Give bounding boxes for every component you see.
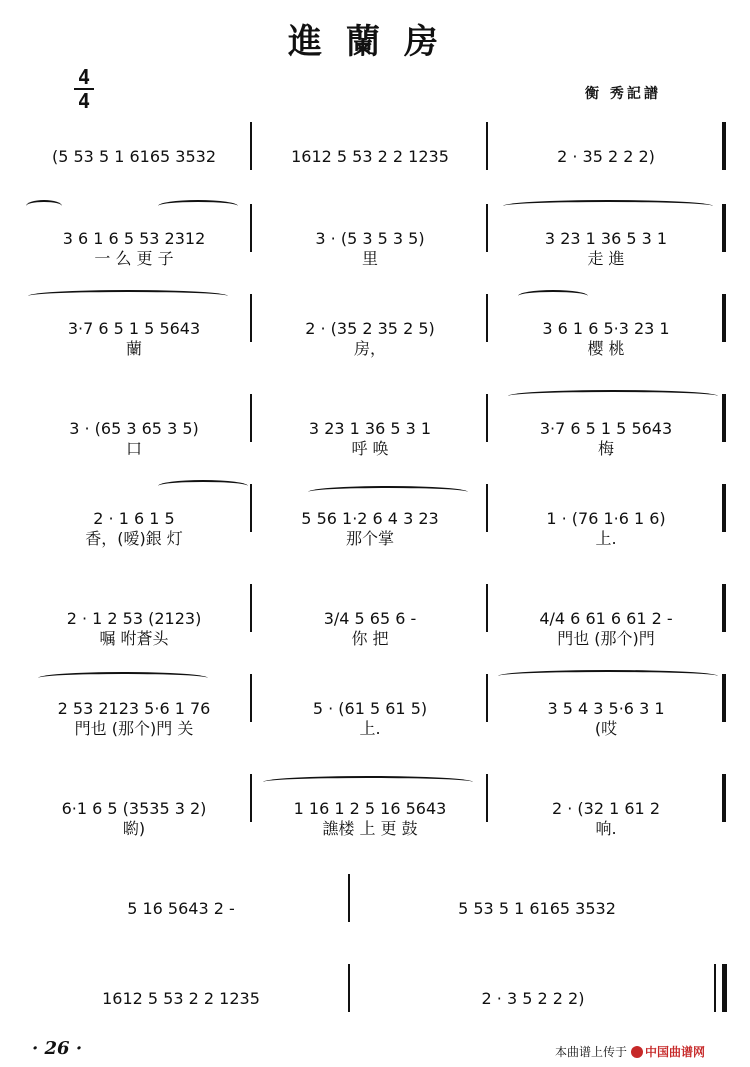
measure: 2 · 35 2 2 2) bbox=[557, 147, 655, 166]
measure: 3 23 1 36 5 3 1 bbox=[308, 419, 432, 438]
measure: 2 · 1 6 1 5 bbox=[93, 509, 175, 528]
lyric-segment: 那个掌 bbox=[345, 528, 394, 548]
barline bbox=[250, 122, 252, 170]
final-barline-thick bbox=[722, 964, 727, 1012]
measure: 2 · 3 5 2 2 2) bbox=[481, 989, 585, 1008]
lyric-segment: 一 么 更 子 bbox=[94, 248, 174, 268]
lyric-segment: 門也 (那个)門 关 bbox=[74, 718, 194, 738]
lyric-segment: 上. bbox=[595, 528, 617, 548]
measure: 2 · 1 2 53 (2123) bbox=[66, 609, 202, 628]
measure: 1612 5 53 2 2 1235 bbox=[291, 147, 449, 166]
lyric-segment: 香，(嗳)銀 灯 bbox=[85, 528, 183, 548]
measure: 4/4 6 61 6 61 2 - bbox=[539, 609, 673, 628]
lyric-segment: 蘭 bbox=[125, 338, 142, 358]
lyric-segment: 喲) bbox=[122, 818, 146, 838]
measure: 1 16 1 2 5 16 5643 bbox=[293, 799, 447, 818]
site-logo-icon bbox=[631, 1046, 643, 1058]
lyric-segment: 房， bbox=[353, 338, 386, 358]
song-title: 進蘭房 bbox=[288, 22, 462, 62]
barline bbox=[348, 874, 350, 922]
lyric-segment: 里 bbox=[361, 248, 378, 268]
lyric-segment: 嘱 咐蒼头 bbox=[99, 628, 169, 648]
time-signature-bottom: 4 bbox=[77, 89, 91, 113]
measure: 1 · (76 1·6 1 6) bbox=[546, 509, 666, 528]
lyric-segment: 門也 (那个)門 bbox=[557, 628, 655, 648]
lyric-segment: 上. bbox=[359, 718, 381, 738]
barline bbox=[348, 964, 350, 1012]
lyric-segment: 呼 唤 bbox=[351, 438, 389, 458]
time-signature-top: 4 bbox=[77, 65, 91, 89]
measure: 3 23 1 36 5 3 1 bbox=[544, 229, 668, 248]
final-barline-thin bbox=[714, 964, 716, 1012]
footer-text: 本曲谱上传于 bbox=[555, 1045, 628, 1059]
lyric-segment: 梅 bbox=[597, 438, 614, 458]
measure: 3 6 1 6 5·3 23 1 bbox=[542, 319, 670, 338]
measure: 3 · (65 3 65 3 5) bbox=[69, 419, 199, 438]
lyric-segment: 你 把 bbox=[351, 628, 389, 648]
measure: 2 53 2123 5·6 1 76 bbox=[57, 699, 211, 718]
lyric-segment: 譙楼 上 更 鼓 bbox=[322, 818, 418, 838]
time-signature bbox=[72, 65, 96, 113]
measure: 3 · (5 3 5 3 5) bbox=[315, 229, 425, 248]
transcriber-credit: 衡 秀記譜 bbox=[585, 86, 661, 102]
page-number: · 26 · bbox=[32, 1038, 83, 1059]
measure: 1612 5 53 2 2 1235 bbox=[102, 989, 260, 1008]
measure: 3·7 6 5 1 5 5643 bbox=[67, 319, 201, 338]
measure: 5 16 5643 2 - bbox=[127, 899, 235, 918]
barline bbox=[722, 122, 726, 170]
measure: 5 53 5 1 6165 3532 bbox=[458, 899, 616, 918]
barline bbox=[486, 122, 488, 170]
lyric-segment: 口 bbox=[125, 438, 142, 458]
lyric-segment: 走 進 bbox=[587, 248, 625, 268]
measure: 3/4 5 65 6 - bbox=[323, 609, 417, 628]
lyric-segment: (哎 bbox=[594, 718, 618, 738]
measure: 5 · (61 5 61 5) bbox=[312, 699, 428, 718]
measure: 3 5 4 3 5·6 3 1 bbox=[547, 699, 665, 718]
measure: 2 · (32 1 61 2 bbox=[551, 799, 660, 818]
measure: 3·7 6 5 1 5 5643 bbox=[539, 419, 673, 438]
measure: 5 56 1·2 6 4 3 23 bbox=[301, 509, 439, 528]
measure: (5 53 5 1 6165 3532 bbox=[51, 147, 216, 166]
lyric-segment: 响. bbox=[595, 818, 617, 838]
footer-watermark bbox=[555, 1043, 705, 1060]
measure: 2 · (35 2 35 2 5) bbox=[305, 319, 435, 338]
footer-brand: 中国曲谱网 bbox=[645, 1045, 706, 1059]
measure: 6·1 6 5 (3535 3 2) bbox=[61, 799, 207, 818]
lyric-segment: 樱 桃 bbox=[587, 338, 625, 358]
measure: 3 6 1 6 5 53 2312 bbox=[62, 229, 206, 248]
